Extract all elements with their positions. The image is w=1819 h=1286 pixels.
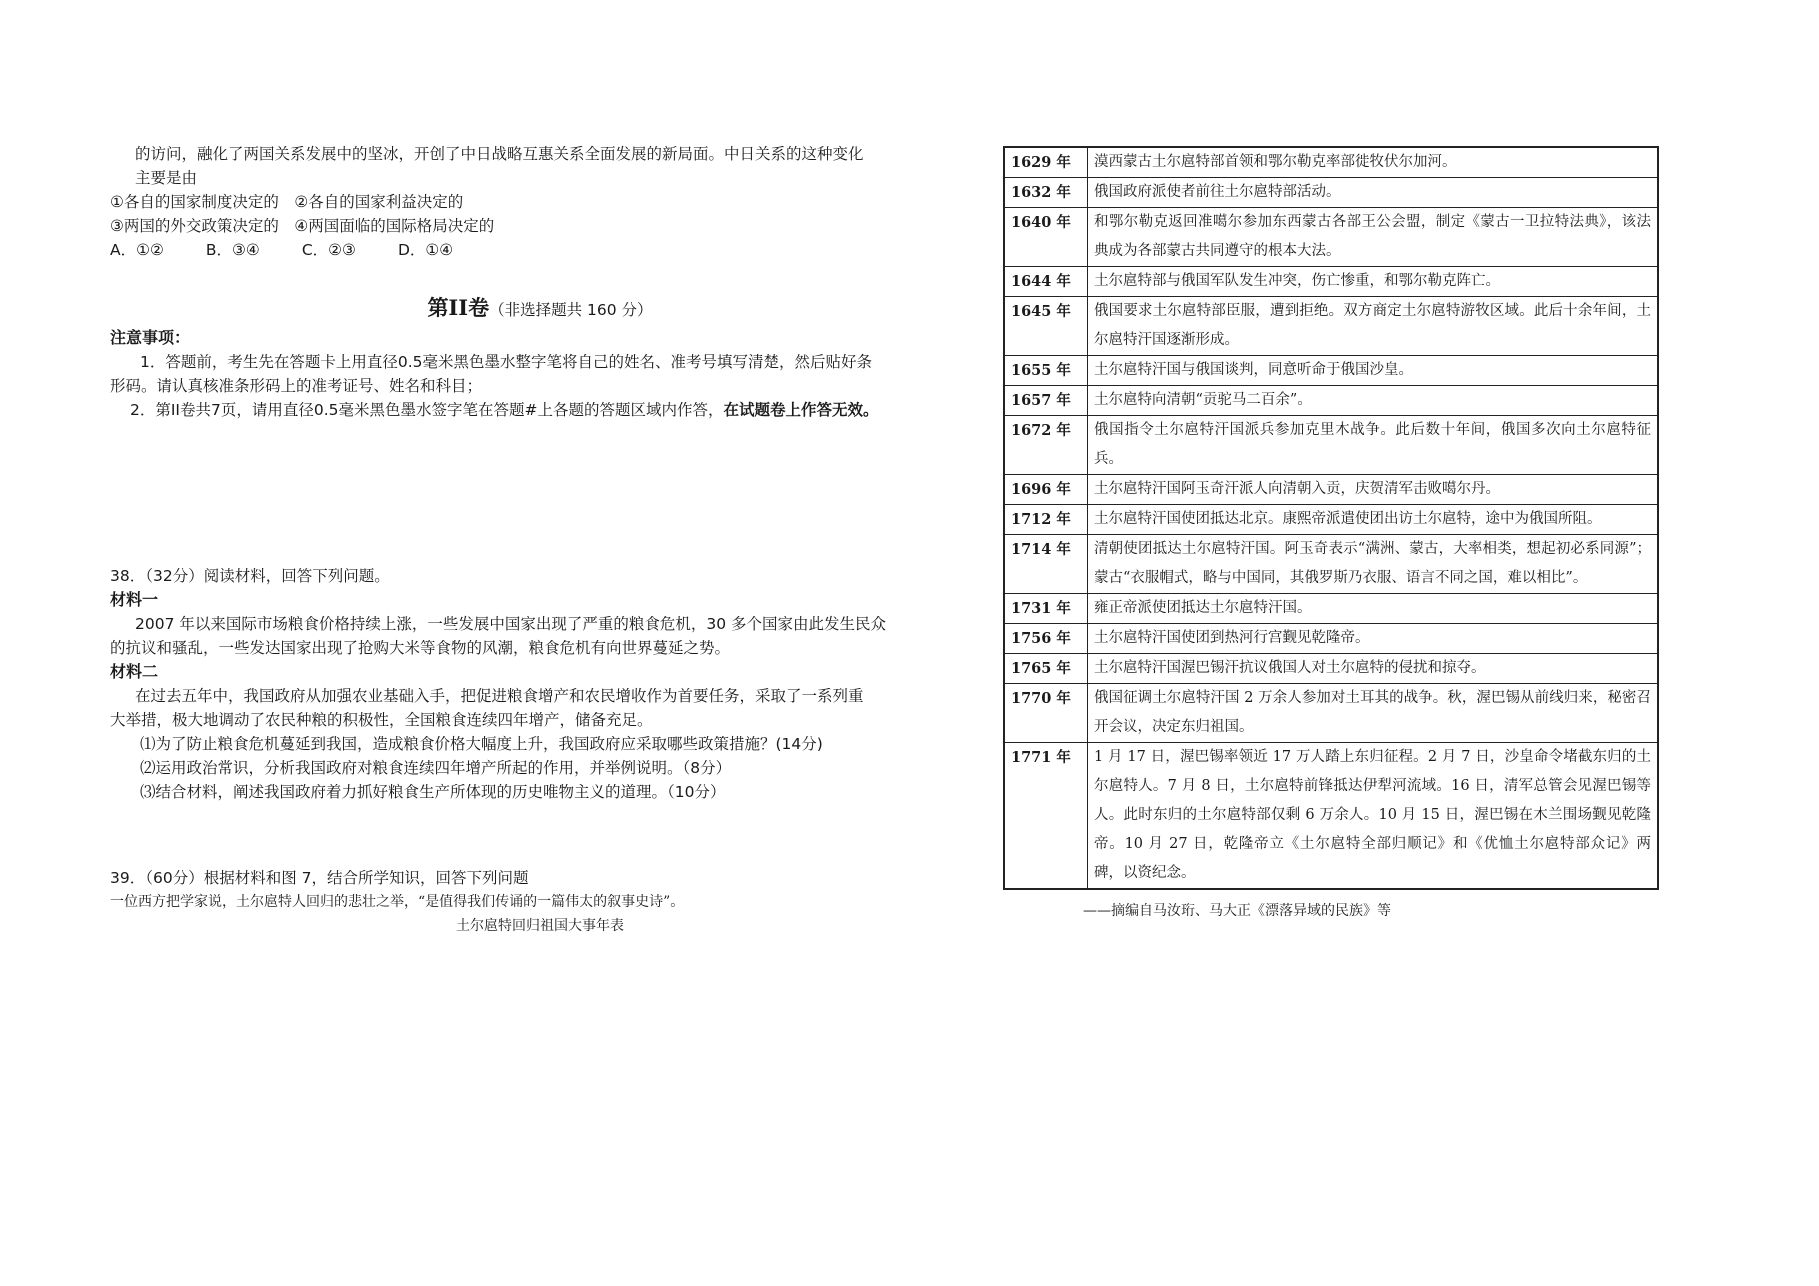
event-text: 土尔扈特部与俄国军队发生冲突，伤亡惨重，和鄂尔勒克阵亡。 <box>1088 267 1659 297</box>
q38-sub-2: ⑵运用政治常识，分析我国政府对粮食连续四年增产所起的作用，并举例说明。（8分） <box>140 759 732 777</box>
event-text: 俄国政府派使者前往土尔扈特部活动。 <box>1088 178 1659 208</box>
event-row <box>1004 416 1658 475</box>
event-text: 清朝使团抵达土尔扈特汗国。阿玉奇表示“满洲、蒙古，大率相类，想起初必系同源”；蒙古“衣服帽式，略与中国同，其俄罗斯乃衣服、语言不同之国，难以相比”。 <box>1088 535 1659 594</box>
event-row <box>1004 624 1658 654</box>
event-text: 俄国征调土尔扈特汗国 2 万余人参加对土耳其的战争。秋，渥巴锡从前线归来，秘密召开会议，决定东归祖国。 <box>1088 684 1659 743</box>
event-text: 土尔扈特汗国使团到热河行宫觐见乾隆帝。 <box>1088 624 1659 654</box>
event-row <box>1004 267 1658 297</box>
notice-1-line-1: 1．答题前，考生先在答题卡上用直径0.5毫米黑色墨水整字笔将自己的姓名、准考号填写清楚，然后贴好条 <box>140 353 873 371</box>
event-row <box>1004 654 1658 684</box>
event-row <box>1004 475 1658 505</box>
notice-2 <box>110 398 910 422</box>
event-year: 1770 年 <box>1004 684 1088 743</box>
option-d: D．①④ <box>397 241 454 259</box>
left-column <box>110 142 910 938</box>
notice-2-text: 2．第II卷共7页，请用直径0.5毫米黑色墨水签字笔在答题#上各题的答题区域内作答， <box>130 401 724 419</box>
event-year: 1644 年 <box>1004 267 1088 297</box>
event-year: 1655 年 <box>1004 356 1088 386</box>
event-row <box>1004 505 1658 535</box>
event-row <box>1004 297 1658 356</box>
event-year: 1640 年 <box>1004 208 1088 267</box>
event-year: 1714 年 <box>1004 535 1088 594</box>
event-row <box>1004 178 1658 208</box>
part2-heading <box>110 296 910 322</box>
table-title: 土尔扈特回归祖国大事年表 <box>456 918 624 934</box>
event-row <box>1004 208 1658 267</box>
notice-1-line-2: 形码。请认真核准条形码上的准考证号、姓名和科目； <box>110 377 483 395</box>
material1-line-1: 2007 年以来国际市场粮食价格持续上涨，一些发展中国家出现了严重的粮食危机，30 多个国家由此发生民众 <box>135 615 887 633</box>
event-text: 俄国要求土尔扈特部臣服，遭到拒绝。双方商定土尔扈特游牧区域。此后十余年间，土尔扈特汗国逐渐形成。 <box>1088 297 1659 356</box>
event-text: 土尔扈特汗国与俄国谈判，同意听命于俄国沙皇。 <box>1088 356 1659 386</box>
event-row <box>1004 356 1658 386</box>
q37-continued-line-2: 主要是由 <box>135 169 198 187</box>
event-year: 1712 年 <box>1004 505 1088 535</box>
event-year: 1731 年 <box>1004 594 1088 624</box>
option-a: A．①② <box>110 241 164 259</box>
q39-quote: 一位西方把学家说，土尔扈特人回归的悲壮之举，“是值得我们传诵的一篇伟太的叙事史诗”。 <box>110 894 685 910</box>
event-year: 1672 年 <box>1004 416 1088 475</box>
event-text: 土尔扈特向清朝“贡驼马二百余”。 <box>1088 386 1659 416</box>
event-year: 1771 年 <box>1004 743 1088 890</box>
option-b: B．③④ <box>205 241 260 259</box>
event-row <box>1004 594 1658 624</box>
option-c: C．②③ <box>301 241 356 259</box>
events-panel <box>1003 146 1659 920</box>
event-year: 1632 年 <box>1004 178 1088 208</box>
event-row <box>1004 743 1658 890</box>
event-row <box>1004 684 1658 743</box>
event-text: 1 月 17 日，渥巴锡率领近 17 万人踏上东归征程。2 月 7 日，沙皇命令堵截东归的土尔扈特人。7 月 8 日，土尔扈特前锋抵达伊犁河流域。16 日，清军总管会见渥巴锡等人。此时东归的土尔扈特部仅剩 6 万余人。10 月 15 日，渥巴锡在木兰围场觐见乾隆帝。10 月 27 日，乾隆帝立《土尔扈特全部归顺记》和《优恤土尔扈特部众记》两碑，以资纪念。 <box>1088 743 1659 890</box>
material1-line-2: 的抗议和骚乱，一些发达国家出现了抢购大米等食物的风潮，粮食危机有向世界蔓延之势。 <box>110 639 731 657</box>
event-year: 1765 年 <box>1004 654 1088 684</box>
material2-line-1: 在过去五年中，我国政府从加强农业基础入手，把促进粮食增产和农民增收作为首要任务，采取了一系列重 <box>135 687 864 705</box>
q38-sub-3: ⑶结合材料，阐述我国政府着力抓好粮食生产所体现的历史唯物主义的道理。（10分） <box>140 783 726 801</box>
notice-title: 注意事项： <box>110 328 191 347</box>
event-text: 土尔扈特汗国渥巴锡汗抗议俄国人对土尔扈特的侵扰和掠夺。 <box>1088 654 1659 684</box>
source-citation: ——摘编自马汝珩、马大正《漂落异域的民族》等 <box>1083 903 1391 919</box>
event-year: 1696 年 <box>1004 475 1088 505</box>
event-text: 俄国指令土尔扈特汗国派兵参加克里木战争。此后数十年间，俄国多次向土尔扈特征兵。 <box>1088 416 1659 475</box>
event-year: 1645 年 <box>1004 297 1088 356</box>
notice-2-bold: 在试题卷上作答无效。 <box>723 401 879 419</box>
material2-line-2: 大举措，极大地调动了农民种粮的积极性，全国粮食连续四年增产，储备充足。 <box>110 711 653 729</box>
part2-title: 第II卷 <box>427 295 490 320</box>
event-text: 和鄂尔勒克返回准噶尔参加东西蒙古各部王公会盟，制定《蒙古一卫拉特法典》，该法典成为各部蒙古共同遵守的根本大法。 <box>1088 208 1659 267</box>
q37-options <box>110 238 910 262</box>
event-row <box>1004 386 1658 416</box>
event-text: 漠西蒙古土尔扈特部首领和鄂尔勒克率部徙牧伏尔加河。 <box>1088 147 1659 178</box>
q37-continued-line-1: 的访问，融化了两国关系发展中的坚冰，开创了中日战略互惠关系全面发展的新局面。中日关系的这种变化 <box>135 145 864 163</box>
events-table <box>1003 146 1659 890</box>
q37-items-2: ③两国的外交政策决定的 ④两国面临的国际格局决定的 <box>110 217 495 235</box>
event-text: 土尔扈特汗国使团抵达北京。康熙帝派遣使团出访土尔扈特，途中为俄国所阻。 <box>1088 505 1659 535</box>
event-year: 1629 年 <box>1004 147 1088 178</box>
event-year: 1657 年 <box>1004 386 1088 416</box>
material1-title: 材料一 <box>110 590 159 609</box>
event-row <box>1004 535 1658 594</box>
part2-subtitle: （非选择题共 160 分） <box>489 301 653 319</box>
event-text: 雍正帝派使团抵达土尔扈特汗国。 <box>1088 594 1659 624</box>
material2-title: 材料二 <box>110 662 159 681</box>
q37-items-1: ①各自的国家制度决定的 ②各自的国家利益决定的 <box>110 193 464 211</box>
q39-title: 39．（60分）根据材料和图 7，结合所学知识，回答下列问题 <box>110 869 529 887</box>
q38-title: 38．（32分）阅读材料，回答下列问题。 <box>110 567 390 585</box>
event-row <box>1004 147 1658 178</box>
event-text: 土尔扈特汗国阿玉奇汗派人向清朝入贡，庆贺清军击败噶尔丹。 <box>1088 475 1659 505</box>
event-year: 1756 年 <box>1004 624 1088 654</box>
q38-sub-1: ⑴为了防止粮食危机蔓延到我国，造成粮食价格大幅度上升，我国政府应采取哪些政策措施？(14分) <box>140 735 823 753</box>
